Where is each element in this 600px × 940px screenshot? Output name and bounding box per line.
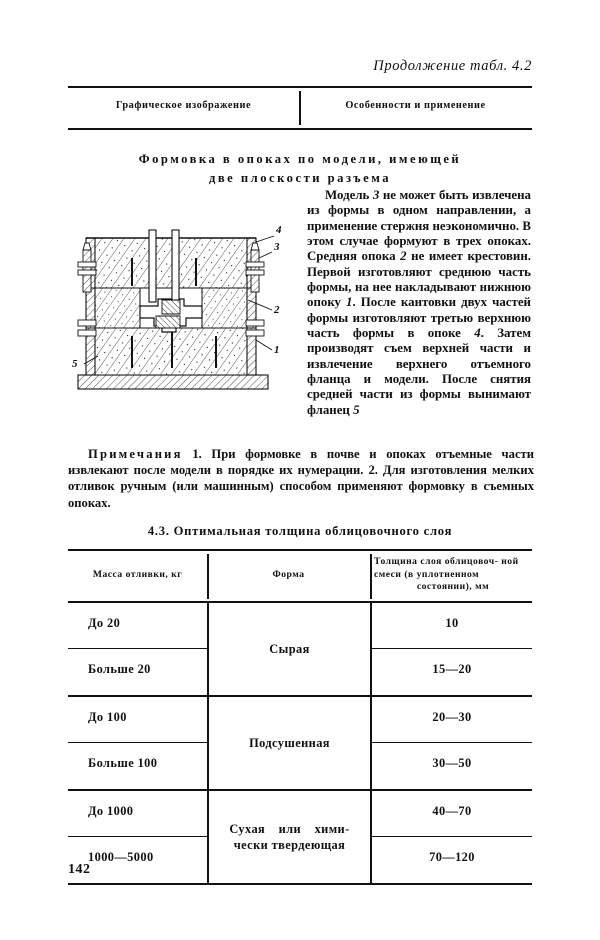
thickness-value: 20—30 bbox=[432, 710, 472, 724]
table-4-3-body bbox=[68, 603, 532, 885]
table-row bbox=[68, 603, 532, 649]
mass-value: 1000—5000 bbox=[88, 850, 154, 864]
table-4-2-continuation bbox=[68, 86, 532, 130]
table-4-3-header-form: Форма bbox=[272, 569, 305, 580]
mass-value: До 1000 bbox=[88, 804, 134, 818]
column-divider-2 bbox=[370, 603, 372, 695]
section-title-line-1: Формовка в опоках по модели, имеющей bbox=[138, 152, 462, 166]
table-row-group bbox=[68, 697, 532, 791]
table-header-bottom-rule bbox=[68, 128, 532, 130]
casting-cavity bbox=[140, 299, 202, 332]
table-4-2-header-row bbox=[68, 88, 532, 128]
notes-paragraph bbox=[68, 446, 534, 511]
body-part-4: . После кантовки двух частей формы изготовляют третью верхнюю часть формы в опоке bbox=[307, 295, 531, 341]
reference-number-4: 4 bbox=[474, 326, 481, 341]
section-title-line-2: две плоскости разъема bbox=[208, 171, 392, 185]
thickness-value: 15—20 bbox=[432, 662, 472, 676]
notes-label: Примечания bbox=[88, 447, 183, 461]
figure-label-5: 5 bbox=[72, 358, 78, 370]
column-divider-1 bbox=[207, 603, 209, 695]
form-label: Сырая bbox=[269, 642, 310, 656]
thickness-header-line-3: состоянии), мм bbox=[416, 581, 490, 593]
notes-item-2: 2. Для изготовления мелких отливок ручным (или машинным) способом применяют формовку в съемных опоках. bbox=[68, 463, 534, 510]
table-4-2-header-graphic: Графическое изображение bbox=[115, 100, 252, 111]
table-row-group bbox=[68, 603, 532, 697]
thickness-value: 70—120 bbox=[429, 850, 475, 864]
table-row bbox=[68, 743, 532, 789]
table-4-3-header-thickness bbox=[374, 556, 532, 594]
form-label: Сухая или хими- bbox=[229, 822, 350, 836]
base-plate bbox=[78, 375, 268, 389]
mould-cross-section-figure bbox=[72, 224, 298, 403]
thickness-header-line-2: ной смеси (в уплотненном bbox=[374, 556, 519, 580]
mould-diagram-svg bbox=[76, 228, 298, 403]
page-number: 142 bbox=[68, 862, 91, 877]
column-divider-1 bbox=[207, 697, 209, 789]
table-4-3-header-row bbox=[68, 551, 532, 601]
thickness-header-line-1: Толщина слоя облицовоч- bbox=[374, 556, 499, 567]
table-row bbox=[68, 791, 532, 837]
column-divider-2 bbox=[370, 697, 372, 789]
column-divider-2 bbox=[370, 554, 372, 599]
section-title bbox=[68, 150, 532, 188]
table-row-group bbox=[68, 791, 532, 885]
figure-label-1: 1 bbox=[274, 344, 280, 356]
figure-label-2: 2 bbox=[274, 304, 280, 316]
form-label-line-2: чески твердеющая bbox=[233, 838, 346, 852]
mass-value: До 20 bbox=[88, 616, 121, 630]
table-4-3 bbox=[68, 549, 532, 885]
column-divider-1 bbox=[207, 791, 209, 883]
column-divider-2 bbox=[370, 791, 372, 883]
mass-value: Больше 100 bbox=[88, 756, 158, 770]
table-4-2-header-features: Особенности и применение bbox=[345, 100, 486, 111]
reference-number-5: 5 bbox=[353, 402, 360, 417]
thickness-value: 10 bbox=[445, 616, 459, 630]
upper-flask-sand bbox=[94, 238, 248, 288]
body-part-1: Модель bbox=[325, 188, 373, 202]
thickness-value: 40—70 bbox=[432, 804, 472, 818]
table-4-3-title: 4.3. Оптимальная толщина облицовочного слоя bbox=[147, 524, 453, 538]
mass-value: Больше 20 bbox=[88, 662, 151, 676]
running-head: Продолжение табл. 4.2 bbox=[373, 58, 532, 74]
reference-number-1: 1 bbox=[346, 295, 353, 310]
body-part-5: . Затем производят съем верхней части и извлечение верхнего отъемного фланца и модели. После снятия средней части из формы вынимают фланец bbox=[307, 326, 531, 417]
reference-number-2: 2 bbox=[400, 249, 407, 264]
table-4-3-header-mass: Масса отливки, кг bbox=[92, 569, 183, 580]
notes-item-1: 1. При формовке в почве и опоках отъемные части извлекают после модели в порядке их нумерации. bbox=[68, 447, 534, 478]
table-row bbox=[68, 649, 532, 695]
table-row bbox=[68, 837, 532, 883]
body-part-3: не имеет крестовин. Первой изготовляют среднюю часть формы, на нее накладывают нижнюю опоку bbox=[307, 249, 531, 310]
body-part-2: не может быть извлечена из формы в одном направлении, а применение стержня неэкономично. В этом случае формуют в трех опоках. Средняя опока bbox=[307, 188, 531, 264]
thickness-value: 30—50 bbox=[432, 756, 472, 770]
form-label: Подсушенная bbox=[249, 736, 330, 750]
figure-label-4: 4 bbox=[276, 224, 282, 236]
mass-value: До 100 bbox=[88, 710, 127, 724]
figure-label-3: 3 bbox=[274, 241, 280, 253]
table-row bbox=[68, 697, 532, 743]
reference-number-3: 3 bbox=[372, 188, 380, 202]
features-description-text bbox=[307, 188, 531, 418]
